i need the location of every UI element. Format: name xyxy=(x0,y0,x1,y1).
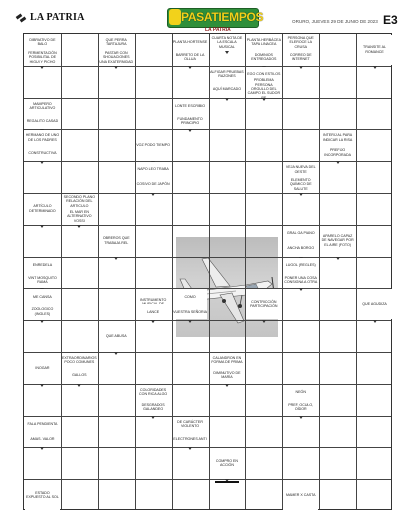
clue-text: ESTADO EXPUESTO AL SOL xyxy=(26,490,59,500)
clue-cell xyxy=(25,353,60,383)
clue-arrow-icon xyxy=(40,225,44,228)
clue-text: TRANSITE AL ROMANCE xyxy=(363,45,387,54)
clue-cell xyxy=(283,385,318,400)
clue-text: MAMPERO ARTICULATIVO xyxy=(29,101,56,111)
clue-text: APARELO CAPAZ DE NAVEGAR POR EL AIRE (FOTO) xyxy=(321,234,354,247)
clue-cell xyxy=(25,304,60,319)
clue-cell xyxy=(173,114,208,129)
mascot-icon xyxy=(169,9,181,25)
clue-cell xyxy=(283,241,318,256)
clue-arrow-icon xyxy=(114,66,118,69)
clue-text: PLANTA HORTENSE xyxy=(172,40,208,45)
clue-cell xyxy=(283,50,318,65)
clue-text: VUESTRA SEÑORIA xyxy=(173,309,208,314)
crossword-grid xyxy=(23,33,392,510)
clue-cell xyxy=(173,50,208,65)
grid-column-line xyxy=(61,34,62,509)
clue-text: COLORIDADES CON RICA ALGO xyxy=(139,387,168,397)
clue-cell xyxy=(357,289,392,319)
clue-arrow-icon xyxy=(299,193,303,196)
clue-text: CORREO DE INTERNET xyxy=(289,52,312,62)
grid-row-line xyxy=(24,66,391,67)
clue-text: NEÓN xyxy=(295,390,306,395)
clue-cell xyxy=(99,321,134,351)
clue-text: INSTRUMENTO xyxy=(139,297,167,302)
clue-text: COMPRO EN ACCIÓN xyxy=(215,458,239,468)
clue-text: LUGOL (REGLES) xyxy=(285,262,316,267)
clue-text: VINT MOSQUITO RAMA xyxy=(28,275,57,284)
clue-text: EGO CON ESTILOS xyxy=(247,72,281,77)
clue-text: LANCE xyxy=(147,309,160,314)
clue-text: VOZ PODO TIEMPO xyxy=(136,143,170,148)
clue-cell xyxy=(320,145,355,160)
clue-text: BARRETO DE LA OLLUA xyxy=(175,52,205,62)
clue-text: GRAL GA PIANO xyxy=(286,231,315,236)
logo-text: LA PATRIA xyxy=(30,12,85,23)
grid-column-line xyxy=(319,34,320,509)
clue-cell xyxy=(62,194,97,209)
clue-arrow-icon xyxy=(151,320,155,323)
issue-date: ORURO, JUEVES 29 DE JUNIO DE 2023 xyxy=(292,19,378,24)
clue-text: CUARTA NOTA DE LA ESCALA MUSICAL xyxy=(211,35,243,49)
clue-cell xyxy=(25,194,60,224)
clue-cell xyxy=(283,400,318,415)
clue-cell xyxy=(210,82,245,97)
clue-arrow-icon xyxy=(225,384,229,387)
clue-cell xyxy=(320,130,355,145)
clue-cell xyxy=(246,78,281,100)
clue-arrow-icon xyxy=(114,257,118,260)
clue-cell xyxy=(283,35,318,50)
clue-arrow-icon xyxy=(151,193,155,196)
clue-cell xyxy=(25,145,60,160)
clue-text: REGALITO CASAD xyxy=(26,118,59,123)
clue-arrow-icon xyxy=(262,98,266,101)
page-header xyxy=(0,0,420,33)
clue-text: FUNDAMENTO PRINCIPIO xyxy=(177,116,203,125)
clue-cell xyxy=(25,289,60,304)
clue-text: NAPO LEO TRABA xyxy=(137,167,169,172)
clue-text: LONTE ESCRIBIO xyxy=(174,103,206,108)
clue-text: EL MAR EN ALTERNATIVO VOSSI xyxy=(67,209,92,223)
clue-cell xyxy=(283,177,318,192)
grid-row-line xyxy=(24,447,391,448)
clue-text: PROBLEMA PERSONA ORGULLO DEL CAMPO EL SUDOR RE xyxy=(247,78,281,100)
clue-cell xyxy=(62,209,97,224)
grid-column-line xyxy=(245,34,246,509)
clue-cell xyxy=(283,273,318,288)
grid-row-line xyxy=(24,479,391,480)
clue-arrow-icon xyxy=(225,98,229,101)
clue-cell xyxy=(136,130,171,160)
clue-cell xyxy=(283,226,318,241)
clue-text: PERSONA QUE ELEROCE LA CRUSA xyxy=(287,35,314,49)
clue-cell xyxy=(210,368,245,383)
clue-arrow-icon xyxy=(77,225,81,228)
clue-text: MAMER X CASTA xyxy=(285,492,316,497)
clue-cell xyxy=(173,99,208,114)
clue-cell xyxy=(25,50,60,65)
clue-text: AQUÍ MARCADO xyxy=(212,86,242,91)
clue-text: CONTRICCIÓN PARTICIPACIÓN xyxy=(250,299,278,309)
clue-cell xyxy=(25,35,60,50)
clue-arrow-icon xyxy=(299,416,303,419)
grid-row-line xyxy=(24,288,391,289)
clue-cell xyxy=(283,480,318,510)
clue-arrow-icon xyxy=(151,416,155,419)
clue-text: AMAS. VALOR xyxy=(30,436,55,441)
clue-text: DESGRADOS GALANDEO xyxy=(141,402,165,412)
black-cell xyxy=(215,481,240,483)
clue-cell xyxy=(246,35,281,50)
clue-arrow-icon xyxy=(188,129,192,132)
clue-text: ZOOLOGICO (INGLES) xyxy=(31,307,54,316)
grid-row-line xyxy=(24,416,391,417)
clue-cell xyxy=(210,353,245,368)
clue-cell xyxy=(173,289,208,304)
brand-subtitle: LA PATRIA xyxy=(205,27,231,33)
clue-arrow-icon xyxy=(77,384,81,387)
grid-column-line xyxy=(98,34,99,509)
clue-text: QUE ABUSA xyxy=(105,333,127,338)
clue-cell xyxy=(320,226,355,256)
clue-text: COSIVO DE JAPÓN xyxy=(136,182,170,187)
clue-arrow-icon xyxy=(40,447,44,450)
clue-text: CONSTRUCTIVA xyxy=(28,150,57,155)
clue-cell xyxy=(210,35,245,50)
clue-text: VEJA NUEVA DEL OESTE xyxy=(285,165,316,174)
clue-cell xyxy=(25,417,60,432)
clue-text: COMO xyxy=(184,294,196,299)
clue-cell xyxy=(99,35,134,50)
clue-arrow-icon xyxy=(114,352,118,355)
clue-text: GALLOS xyxy=(72,373,87,378)
clue-cell xyxy=(210,67,245,82)
clue-text: ANCHA BORGO xyxy=(287,245,315,250)
clue-arrow-icon xyxy=(299,288,303,291)
clue-arrow-icon xyxy=(40,320,44,323)
clue-cell xyxy=(357,35,392,65)
clue-text: PLANTA HERBÁCEA TAPA LINACEA xyxy=(246,38,281,47)
clue-text: INOGAR xyxy=(35,365,50,370)
grid-column-line xyxy=(209,34,210,509)
clue-cell xyxy=(136,162,171,177)
clue-text: DIBRIATIVO DE BALO xyxy=(29,38,56,47)
clue-arrow-icon xyxy=(40,384,44,387)
grid-row-line xyxy=(24,98,391,99)
grid-row-line xyxy=(24,320,391,321)
clue-arrow-icon xyxy=(188,320,192,323)
clue-cell xyxy=(25,273,60,288)
clue-text: ELEMENTO QUÍMICO DE SALUTE xyxy=(289,177,312,191)
clue-cell xyxy=(173,417,208,432)
clue-text: INTERIJ AL PARA INDICAR LA RISA xyxy=(322,133,353,142)
clue-cell xyxy=(210,448,245,478)
clue-cell xyxy=(173,35,208,50)
clue-arrow-icon xyxy=(336,257,340,260)
clue-arrow-icon xyxy=(262,320,266,323)
clue-arrow-icon xyxy=(336,161,340,164)
clue-cell xyxy=(136,177,171,192)
clue-text: PREFIJO INCORPORADA xyxy=(324,148,352,157)
clue-cell xyxy=(246,289,281,319)
clue-cell xyxy=(283,162,318,177)
clue-text: OBREROS QUE TRABAJA REL xyxy=(102,236,130,245)
clue-arrow-icon xyxy=(188,66,192,69)
clue-cell xyxy=(25,99,60,114)
page-number: E3 xyxy=(383,13,398,27)
clue-cell xyxy=(25,114,60,129)
grid-column-line xyxy=(135,34,136,509)
clue-text: QUE AGUDIZA xyxy=(362,302,387,307)
clue-cell xyxy=(62,353,97,368)
logo-mark-icon xyxy=(16,12,27,23)
pasatiempos-brand xyxy=(167,8,264,33)
clue-cell xyxy=(136,304,171,319)
clue-text: ELECTRONES ANTI xyxy=(173,436,207,441)
clue-text: PASTAR CON SHOUACIONES UNA EXATERNIDAD xyxy=(99,50,134,64)
clue-text: FERMENTACIÓN POSIBILITAL DE HIGUI Y PICHO xyxy=(28,50,57,64)
clue-cell xyxy=(99,50,134,65)
clue-cell xyxy=(25,130,60,145)
clue-cell xyxy=(173,432,208,447)
clue-text: EXTRAORDINARIOS POCO COMUNES xyxy=(61,356,97,365)
newspaper-logo xyxy=(16,12,85,23)
clue-cell xyxy=(99,226,134,256)
clue-text: ALFIGAR PRUEBAS RAZONES xyxy=(210,69,244,79)
clue-text: PREF. OCULO, OÍDOR xyxy=(288,402,314,412)
clue-text: ENREDELA xyxy=(32,262,53,267)
clue-cell xyxy=(25,258,60,273)
clue-text: PONER UNA COSA CONSIGNA A OTRA xyxy=(284,275,318,284)
clue-cell xyxy=(136,400,171,415)
clue-arrow-icon xyxy=(40,161,44,164)
clue-arrow-icon xyxy=(373,66,377,69)
clue-text: HERMANO DE UNO DE LOS PADRES xyxy=(25,133,60,142)
clue-text: ME CANSA xyxy=(33,294,52,299)
grid-column-line xyxy=(356,34,357,509)
clue-arrow-icon xyxy=(373,320,377,323)
clue-arrow-icon xyxy=(225,51,229,54)
clue-cell xyxy=(25,432,60,447)
clue-cell xyxy=(246,50,281,65)
clue-text: DOMINIOS ENTREGADOS xyxy=(251,52,277,62)
clue-cell xyxy=(62,368,97,383)
clue-cell xyxy=(136,385,171,400)
clue-arrow-icon xyxy=(40,66,44,69)
clue-text: ARTÍCULO DETERMINADO xyxy=(29,204,56,213)
clue-text: CALANDRON EN FORMA DE PRIMA xyxy=(211,356,243,365)
clue-text: SECONDO PLANO RELACIÓN DEL ARTICULO xyxy=(63,194,96,208)
clue-text: QUE PERRA TARTAJURA xyxy=(105,38,127,47)
brand-title: PASATIEMPOS xyxy=(181,10,264,24)
clue-text: DE CARÁCTER VIOLENTO xyxy=(177,419,203,429)
clue-arrow-icon xyxy=(188,447,192,450)
clue-cell xyxy=(25,480,60,510)
clue-text: FALA PENDIENTA xyxy=(27,421,58,426)
clue-text: DIMINUTIVO DE MARÍA xyxy=(213,370,241,380)
clue-cell xyxy=(283,258,318,273)
clue-cell xyxy=(173,304,208,319)
clue-arrow-icon xyxy=(299,66,303,69)
